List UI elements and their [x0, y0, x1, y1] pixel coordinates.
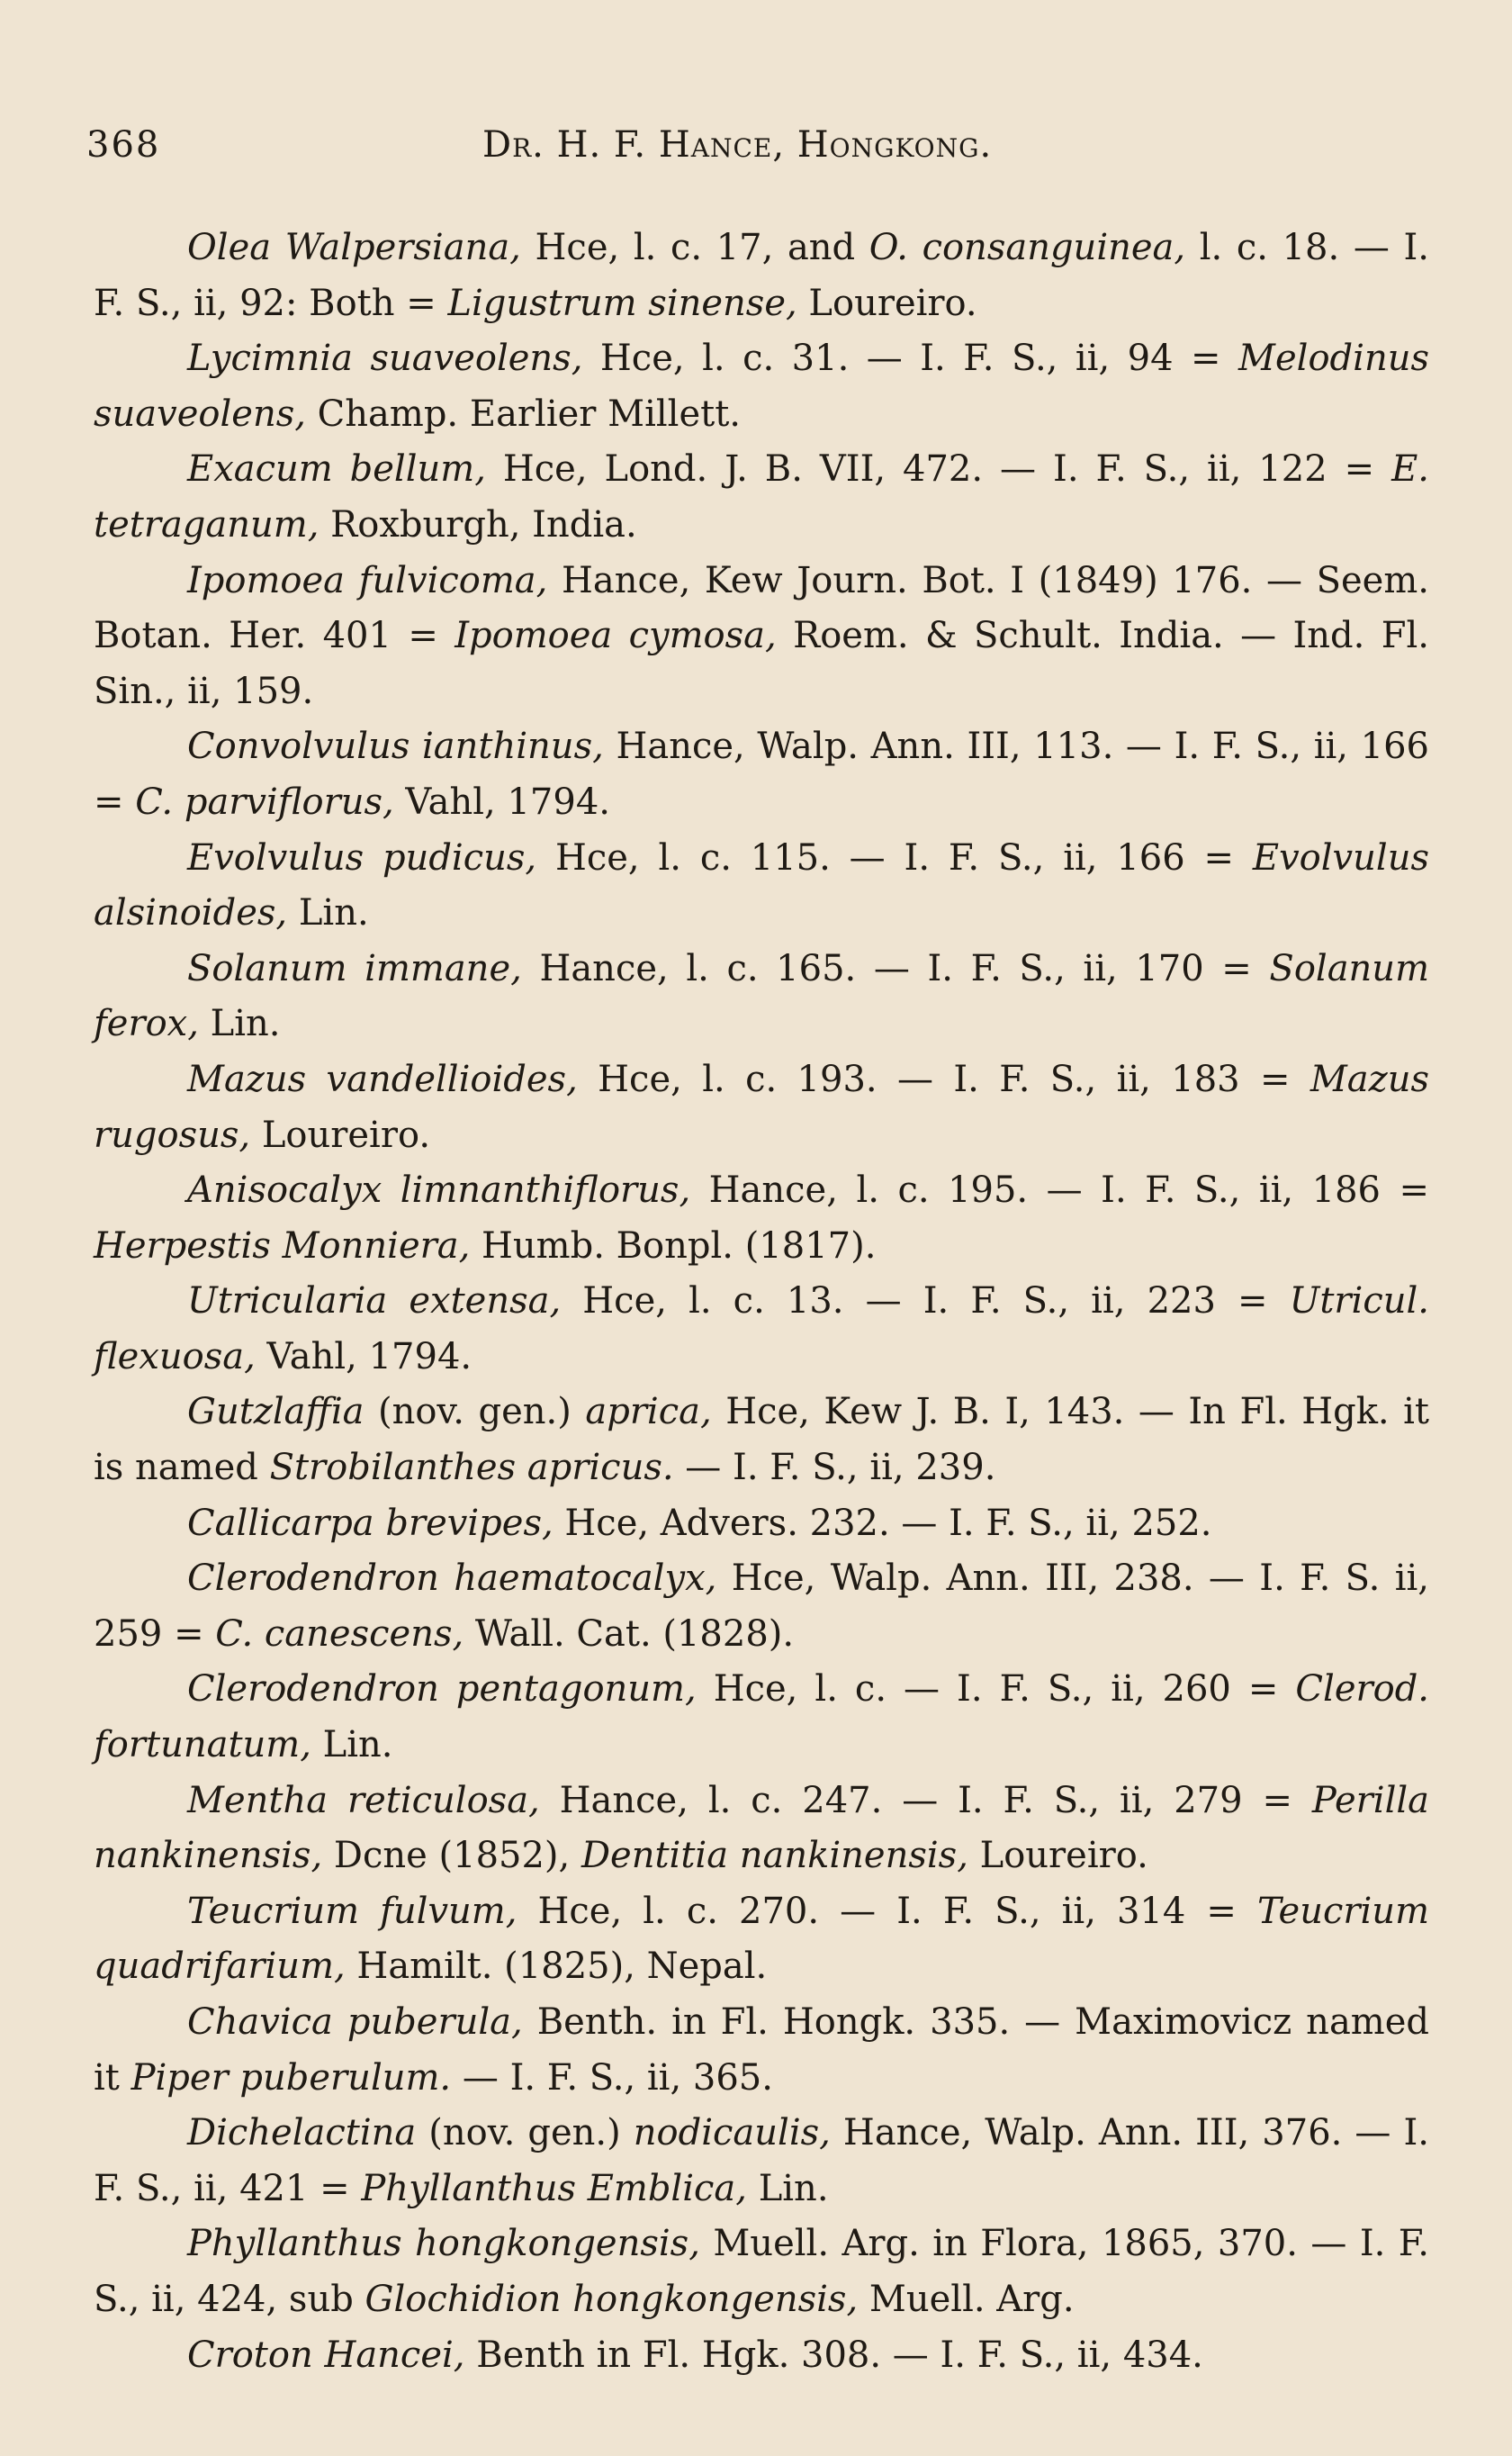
citation-text: Lin.	[287, 892, 369, 935]
taxon-name: Teucrium quadrifarium,	[94, 1890, 1429, 1988]
citation-text: Hce, Lond. J. B. VII, 472. — I. F. S., ii, 122 =	[485, 448, 1392, 491]
taxon-name: Clerod. fortunatum,	[94, 1668, 1430, 1766]
species-entry	[94, 1884, 1429, 1995]
citation-text: Roxburgh, India.	[319, 503, 637, 546]
species-entry	[94, 1274, 1429, 1385]
citation-text: — I. F. S., ii, 239.	[673, 1447, 996, 1489]
species-entry	[94, 442, 1429, 553]
taxon-name: Gutzlaffia	[187, 1391, 364, 1433]
citation-text: Humb. Bonpl. (1817).	[470, 1224, 877, 1267]
citation-text: Hance, l. c. 165. — I. F. S., ii, 170 =	[521, 947, 1270, 989]
taxon-name: C. parviflorus,	[135, 781, 394, 823]
citation-text: l. c. 18. — I. F. S., ii, 92: Both =	[94, 227, 1429, 324]
taxon-name: Ligustrum sinense,	[447, 282, 797, 324]
taxon-name: Clerodendron pentagonum,	[187, 1668, 697, 1711]
taxon-name: Strobilanthes apricus.	[269, 1447, 674, 1489]
taxon-name: nodicaulis,	[633, 2112, 831, 2154]
species-entry	[94, 831, 1429, 942]
citation-text: (nov. gen.)	[364, 1391, 586, 1433]
citation-text: — I. F. S., ii, 365.	[451, 2056, 773, 2099]
taxon-name: Convolvulus ianthinus,	[187, 726, 604, 768]
species-entry	[94, 1496, 1429, 1552]
taxon-name: Dichelactina	[187, 2112, 417, 2154]
taxon-name: Exacum bellum,	[187, 448, 486, 491]
species-entry	[94, 554, 1429, 720]
species-entry	[94, 2217, 1429, 2327]
species-entry	[94, 1662, 1429, 1773]
species-entry	[94, 1052, 1429, 1163]
citation-text: Hance, l. c. 247. — I. F. S., ii, 279 =	[539, 1779, 1312, 1821]
taxon-name: Perilla nankinensis,	[94, 1779, 1429, 1877]
taxon-name: O. consanguinea,	[868, 227, 1186, 268]
taxon-name: Lycimnia suaveolens,	[187, 338, 583, 380]
taxon-name: Evolvulus alsinoides,	[94, 836, 1429, 935]
species-entry	[94, 1163, 1429, 1274]
citation-text: Hce, Advers. 232. — I. F. S., ii, 252.	[553, 1502, 1212, 1544]
citation-text: Muell. Arg. in Flora, 1865, 370. — I. F. S., ii, 424, sub	[94, 2223, 1429, 2320]
citation-text: Loureiro.	[250, 1114, 431, 1156]
taxon-name: Callicarpa brevipes,	[187, 1502, 554, 1544]
taxon-name: Glochidion hongkongensis,	[364, 2278, 859, 2320]
citation-text: Champ. Earlier Millett.	[305, 393, 741, 435]
entries-list	[94, 221, 1429, 2383]
taxon-name: Utricul. flexuosa,	[94, 1280, 1430, 1377]
citation-text: Hce, l. c. 13. — I. F. S., ii, 223 =	[561, 1280, 1290, 1323]
taxon-name: Mentha reticulosa,	[187, 1779, 540, 1821]
citation-text: Lin.	[198, 1003, 281, 1045]
citation-text: Hce, l. c. 115. — I. F. S., ii, 166 =	[536, 836, 1253, 879]
taxon-name: aprica,	[585, 1391, 712, 1433]
citation-text: Hce, l. c. 31. — I. F. S., ii, 94 =	[582, 338, 1239, 380]
species-entry	[94, 1385, 1429, 1495]
taxon-name: Evolvulus pudicus,	[187, 836, 537, 879]
species-entry	[94, 2106, 1429, 2217]
citation-text: Lin.	[310, 1724, 393, 1766]
species-entry	[94, 942, 1429, 1052]
taxon-name: E. tetraganum,	[94, 448, 1430, 546]
taxon-name: Melodinus suaveolens,	[94, 338, 1429, 435]
species-entry	[94, 1995, 1429, 2106]
taxon-name: Herpestis Monniera,	[94, 1224, 471, 1267]
taxon-name: Piper puberulum.	[130, 2056, 452, 2099]
citation-text: Hance, Walp. Ann. III, 376. — I. F. S., ii, 421 =	[94, 2112, 1429, 2209]
taxon-name: Chavica puberula,	[187, 2001, 523, 2043]
taxon-name: Solanum ferox,	[94, 947, 1429, 1045]
running-head: Dr. H. F. Hance, Hongkong.	[482, 124, 993, 166]
taxon-name: Phyllanthus hongkongensis,	[187, 2223, 700, 2265]
citation-text: Hce, l. c. 270. — I. F. S., ii, 314 =	[517, 1890, 1257, 1932]
taxon-name: Croton Hancei,	[187, 2334, 465, 2376]
citation-text: Muell. Arg.	[858, 2278, 1075, 2320]
citation-text: Lin.	[746, 2167, 829, 2209]
citation-text: Vahl, 1794.	[393, 781, 610, 823]
taxon-name: Mazus rugosus,	[94, 1058, 1430, 1156]
taxon-name: Solanum immane,	[187, 947, 522, 989]
taxon-name: Anisocalyx limnanthiflorus,	[187, 1169, 691, 1212]
citation-text: (nov. gen.)	[416, 2112, 634, 2154]
taxon-name: Olea Walpersiana,	[187, 227, 521, 268]
citation-text: Loureiro.	[796, 282, 977, 324]
citation-text: Benth. in Fl. Hongk. 335. — Maximovicz named it	[94, 2001, 1430, 2099]
citation-text: Hce, Walp. Ann. III, 238. — I. F. S. ii, 259 =	[94, 1558, 1430, 1655]
taxon-name: Mazus vandellioides,	[187, 1058, 578, 1100]
citation-text: Dcne (1852),	[322, 1835, 581, 1877]
taxon-name: C. canescens,	[215, 1612, 464, 1655]
citation-text: Loureiro.	[968, 1835, 1148, 1877]
species-entry	[94, 221, 1429, 331]
citation-text: Hce, l. c. 193. — I. F. S., ii, 183 =	[577, 1058, 1310, 1100]
citation-text: Hance, l. c. 195. — I. F. S., ii, 186 =	[690, 1169, 1429, 1212]
species-entry	[94, 2328, 1429, 2384]
species-entry	[94, 1774, 1429, 1884]
taxon-name: Utricularia extensa,	[187, 1280, 562, 1323]
species-entry	[94, 1551, 1429, 1662]
page-number: 368	[86, 124, 161, 166]
species-entry	[94, 331, 1429, 442]
citation-text: Hce, Kew J. B. I, 143. — In Fl. Hgk. it is named	[94, 1391, 1430, 1489]
taxon-name: Ipomoea cymosa,	[454, 615, 777, 657]
taxon-name: Dentitia nankinensis,	[580, 1835, 968, 1877]
taxon-name: Clerodendron haematocalyx,	[187, 1558, 717, 1600]
citation-text: Hamilt. (1825), Nepal.	[345, 1946, 768, 1988]
citation-text: Hance, Walp. Ann. III, 113. — I. F. S., ii, 166 =	[94, 726, 1430, 823]
citation-text: Wall. Cat. (1828).	[464, 1612, 795, 1655]
species-entry	[94, 719, 1429, 830]
taxon-name: Teucrium fulvum,	[187, 1890, 518, 1932]
citation-text: Hce, l. c. — I. F. S., ii, 260 =	[696, 1668, 1296, 1711]
citation-text: Vahl, 1794.	[255, 1335, 472, 1377]
page-header	[86, 124, 1422, 178]
citation-text: Benth in Fl. Hgk. 308. — I. F. S., ii, 434.	[464, 2334, 1203, 2376]
citation-text: Hance, Kew Journ. Bot. I (1849) 176. — Seem. Botan. Her. 401 =	[94, 559, 1429, 657]
citation-text: Roem. & Schult. India. — Ind. Fl. Sin., ii, 159.	[94, 615, 1430, 712]
citation-text: Hce, l. c. 17, and	[520, 227, 869, 268]
taxon-name: Ipomoea fulvicoma,	[187, 559, 548, 601]
taxon-name: Phyllanthus Emblica,	[361, 2167, 747, 2209]
